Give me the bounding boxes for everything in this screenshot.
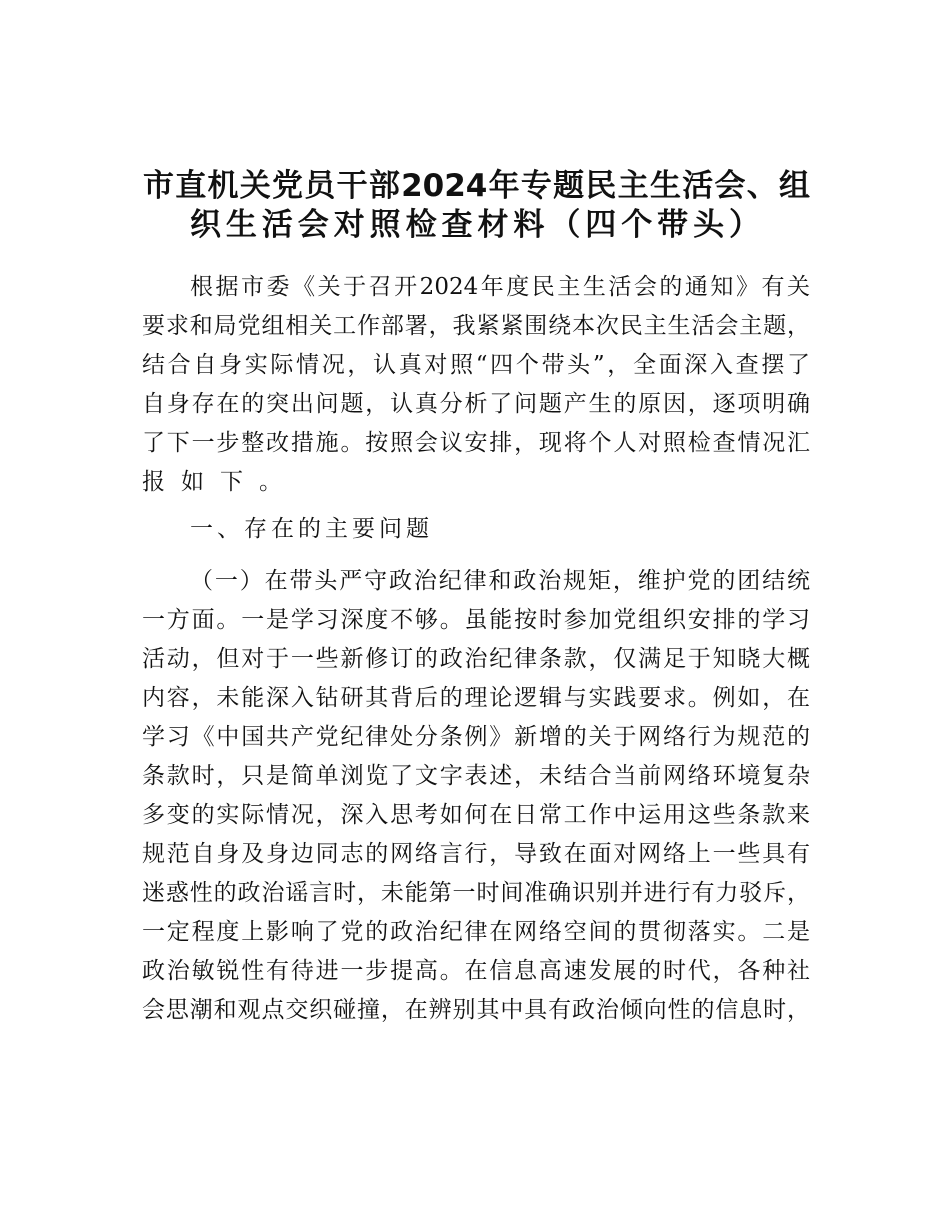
text-line: 会思潮和观点交织碰撞，在辨别其中具有政治倾向性的信息时， [142, 997, 810, 1023]
text-line: 学习《中国共产党纪律处分条例》新增的关于网络行为规范的 [142, 724, 810, 750]
text-line: 内容，未能深入钻研其背后的理论逻辑与实践要求。例如，在 [142, 685, 810, 711]
text-line: 根据市委《关于召开2024年度民主生活会的通知》有关 [190, 274, 810, 300]
text-line: 迷惑性的政治谣言时，未能第一时间准确识别并进行有力驳斥， [142, 880, 810, 906]
text-line: 活动，但对于一些新修订的政治纪律条款，仅满足于知晓大概 [142, 646, 810, 672]
text-line: 条款时，只是简单浏览了文字表述，未结合当前网络环境复杂 [142, 763, 810, 789]
document-title-line-2: 织生活会对照检查材料（四个带头） [190, 207, 760, 243]
document-title-line-1: 市直机关党员干部2024年专题民主生活会、组 [143, 168, 810, 204]
text-line: （一）在带头严守政治纪律和政治规矩，维护党的团结统 [190, 568, 810, 594]
text-line: 政治敏锐性有待进一步提高。在信息高速发展的时代，各种社 [142, 958, 810, 984]
text-line: 要求和局党组相关工作部署，我紧紧围绕本次民主生活会主题， [142, 313, 810, 339]
text-line: 一方面。一是学习深度不够。虽能按时参加党组织安排的学习 [142, 607, 810, 633]
text-line: 报如下。 [142, 469, 298, 495]
text-line: 结合自身实际情况，认真对照“四个带头”，全面深入查摆了 [142, 352, 810, 378]
text-line: 规范自身及身边同志的网络言行，导致在面对网络上一些具有 [142, 841, 810, 867]
section-heading: 一、存在的主要问题 [190, 516, 433, 542]
text-line: 一定程度上影响了党的政治纪律在网络空间的贯彻落实。二是 [142, 919, 810, 945]
text-line: 多变的实际情况，深入思考如何在日常工作中运用这些条款来 [142, 802, 810, 828]
text-line: 了下一步整改措施。按照会议安排，现将个人对照检查情况汇 [142, 430, 810, 456]
text-line: 自身存在的突出问题，认真分析了问题产生的原因，逐项明确 [142, 391, 810, 417]
